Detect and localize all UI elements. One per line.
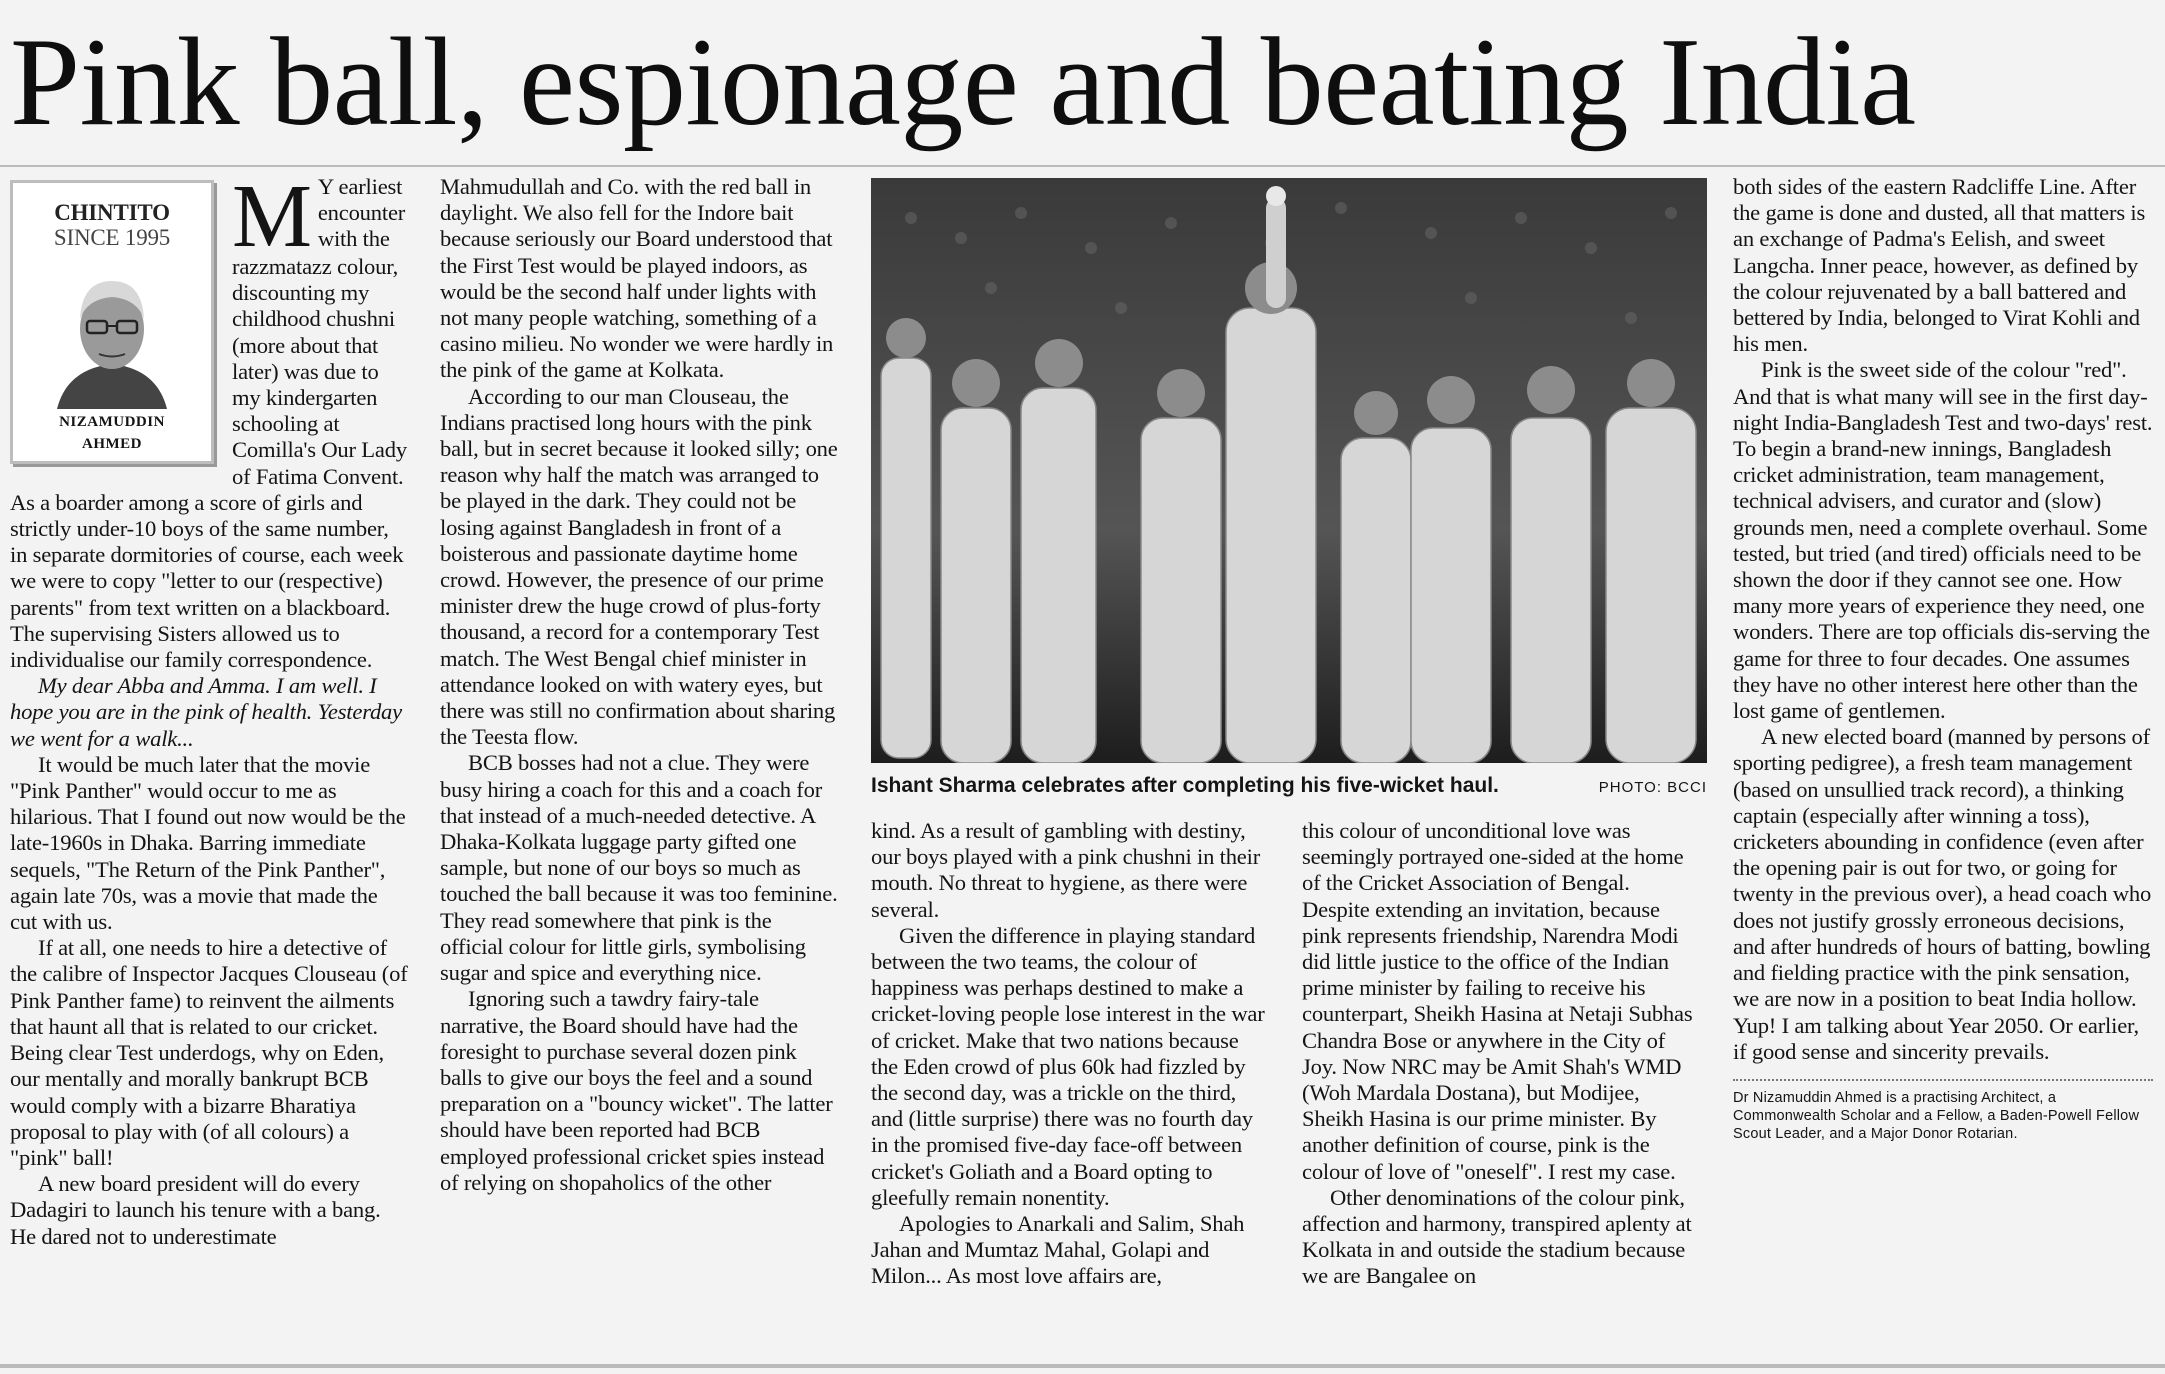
column-kicker: CHINTITO [54, 200, 170, 225]
drop-cap: M [232, 167, 312, 266]
bottom-divider [0, 1364, 2165, 1368]
author-name-line-2: AHMED [82, 436, 142, 452]
columnist-box [10, 180, 214, 464]
news-photo [871, 178, 1707, 763]
photo-caption-bar [871, 770, 1707, 804]
paragraph: Ignoring such a tawdry fairy-tale narrative, the Board should have had the foresight to purchase several dozen pink balls to give our boys the feel and a sound preparation on a "bouncy wicket". The latter should have been reported had BCB employed professional cricket spies instead of relying on shopaholics of the other [440, 986, 833, 1195]
column-since: SINCE 1995 [53, 225, 171, 250]
paragraph: BCB bosses had not a clue. They were busy hiring a coach for this and a coach for that instead of a much-needed detective. A Dhaka-Kolkata luggage party gifted one sample, but none of our boys so much as touched the ball because it was too feminine. They read somewhere that pink is the official colour for little girls, symbolising sugar and spice and everything nice. [440, 750, 838, 986]
headline: Pink ball, espionage and beating India [10, 13, 1916, 152]
paragraph: Apologies to Anarkali and Salim, Shah Jahan and Mumtaz Mahal, Golapi and Milon... As most love affairs are, [871, 1211, 1245, 1289]
top-divider [0, 165, 2165, 167]
photo-caption: Ishant Sharma celebrates after completing his five-wicket haul. [871, 774, 1499, 797]
paragraph: this colour of unconditional love was seemingly portrayed one-sided at the home of the Cricket Association of Bengal. Despite extending an invitation, because pink represents friendship, Narendra Modi did little justice to the office of the Indian prime minister by failing to receive his counterpart, Sheikh Hasina at Netaji Subhas Chandra Bose or anywhere in the City of Joy. Now NRC may be Amit Shah's WMD (Woh Mardala Dostana), but Modijee, Sheikh Hasina is our prime minister. By another definition of course, pink is the colour of love of "oneself". I rest my case. [1302, 818, 1693, 1184]
article-column-5 [1733, 174, 2153, 1143]
paragraph: Other denominations of the colour pink, affection and harmony, transpired aplenty at Kolkata in and outside the stadium because we are Bangalee on [1302, 1184, 1692, 1289]
paragraph: Given the difference in playing standard between the two teams, the colour of happiness was perhaps destined to make a cricket-loving people lose interest in the war of cricket. Make that two nations because the Eden crowd of plus 60k had fizzled by the second day, was a trickle on the third, and (little surprise) there was no fourth day in the promised five-day face-off between cricket's Goliath and a Board opting to gleefully remain nonentity. [871, 922, 1265, 1210]
article-column-1 [10, 167, 410, 1250]
paragraph-letter: My dear Abba and Amma. I am well. I hope you are in the pink of health. Yesterday we went for a walk... [10, 673, 402, 751]
photo-credit: PHOTO: BCCI [1598, 779, 1707, 796]
author-bio: Dr Nizamuddin Ahmed is a practising Architect, a Commonwealth Scholar and a Fellow, a Baden-Powell Fellow Scout Leader, and a Major Donor Rotarian. [1733, 1089, 2140, 1142]
paragraph: According to our man Clouseau, the Indians practised long hours with the pink ball, but in secret because it looked silly; one reason why half the match was arranged to be played in the dark. They could not be losing against Bangladesh in front of a boisterous and passionate daytime home crowd. However, the presence of our prime minister drew the huge crowd of plus-forty thousand, a record for a contemporary Test match. The West Bengal chief minister in attendance looked on with watery eyes, but there was still no confirmation about sharing the Teesta flow. [440, 383, 838, 750]
cricket-team-photo [871, 178, 1707, 763]
paragraph: A new elected board (manned by persons of sporting pedigree), a fresh team management (based on unsullied track record), a thinking captain (especially after winning a toss), cricketers abounding in confidence (even after the opening pair is out for two, or going for twenty in the previous over), a head coach who does not justify grossly erroneous decisions, and after hundreds of hours of batting, bowling and fielding practice with the pink sensation, we are now in a position to beat India hollow. Yup! I am talking about Year 2050. Or earlier, if good sense and sincerity prevails. [1733, 724, 2152, 1064]
author-name-line-1: NIZAMUDDIN [59, 414, 165, 430]
paragraph: both sides of the eastern Radcliffe Line. After the game is done and dusted, all that matters is an exchange of Padma's Eelish, and sweet Langcha. Inner peace, however, as defined by the colour rejuvenated by a ball battered and bettered by India, belonged to Virat Kohli and his men. [1733, 174, 2146, 357]
paragraph: kind. As a result of gambling with destiny, our boys played with a pink chushni in their mouth. No threat to hygiene, as there were several. [871, 818, 1261, 922]
author-portrait [37, 259, 187, 409]
paragraph: Pink is the sweet side of the colour "red". And that is what many will see in the first day-night India-Bangladesh Test and two-days' rest. To begin a brand-new innings, Bangladesh cricket administration, team management, technical advisers, and curator and (slow) grounds men, need a complete overhaul. Some tested, but tried (and tired) officials need to be shown the door if they cannot see one. How many more years of experience they need, one wonders. There are top officials dis-serving the game for three to four decades. One assumes they have no other interest here other than the lost game of gentlemen. [1733, 357, 2153, 724]
paragraph: If at all, one needs to hire a detective of the calibre of Inspector Jacques Clouseau (of Pink Panther fame) to reinvent the ailments that haunt all that is related to our cricket. Being clear Test underdogs, why on Eden, our mentally and morally bankrupt BCB would comply with a bizarre Bharatiya proposal to play with (of all colours) a "pink" ball! [10, 935, 408, 1170]
article-column-3 [871, 818, 1271, 1290]
paragraph: It would be much later that the movie "Pink Panther" would occur to me as hilarious. That I found out now would be the late-1960s in Dhaka. Barring immediate sequels, "The Return of the Pink Panther", again late 70s, was a movie that made the cut with us. [10, 751, 406, 935]
article-column-2 [440, 174, 840, 1196]
paragraph: A new board president will do every Dadagiri to launch his tenure with a bang. He dared not to underestimate [10, 1171, 381, 1249]
paragraph: Y earliest encounter with the razzmatazz colour, discounting my childhood chushni (more about that later) was due to my kindergarten schooling at Comilla's Our Lady of Fatima Convent. As a boarder among a score of girls and strictly under-10 boys of the same number, in separate dormitories of course, each week we were to copy "letter to our (respective) parents" from text written on a blackboard. The supervising Sisters allowed us to individualise our family correspondence. [10, 174, 407, 673]
paragraph: Mahmudullah and Co. with the red ball in daylight. We also fell for the Indore bait because seriously our Board understood that the First Test would be played indoors, as would be the second half under lights with not many people watching, something of a casino milieu. No wonder we were hardly in the pink of the game at Kolkata. [440, 174, 834, 383]
article-column-4 [1302, 818, 1702, 1290]
bio-divider [1733, 1079, 2153, 1081]
